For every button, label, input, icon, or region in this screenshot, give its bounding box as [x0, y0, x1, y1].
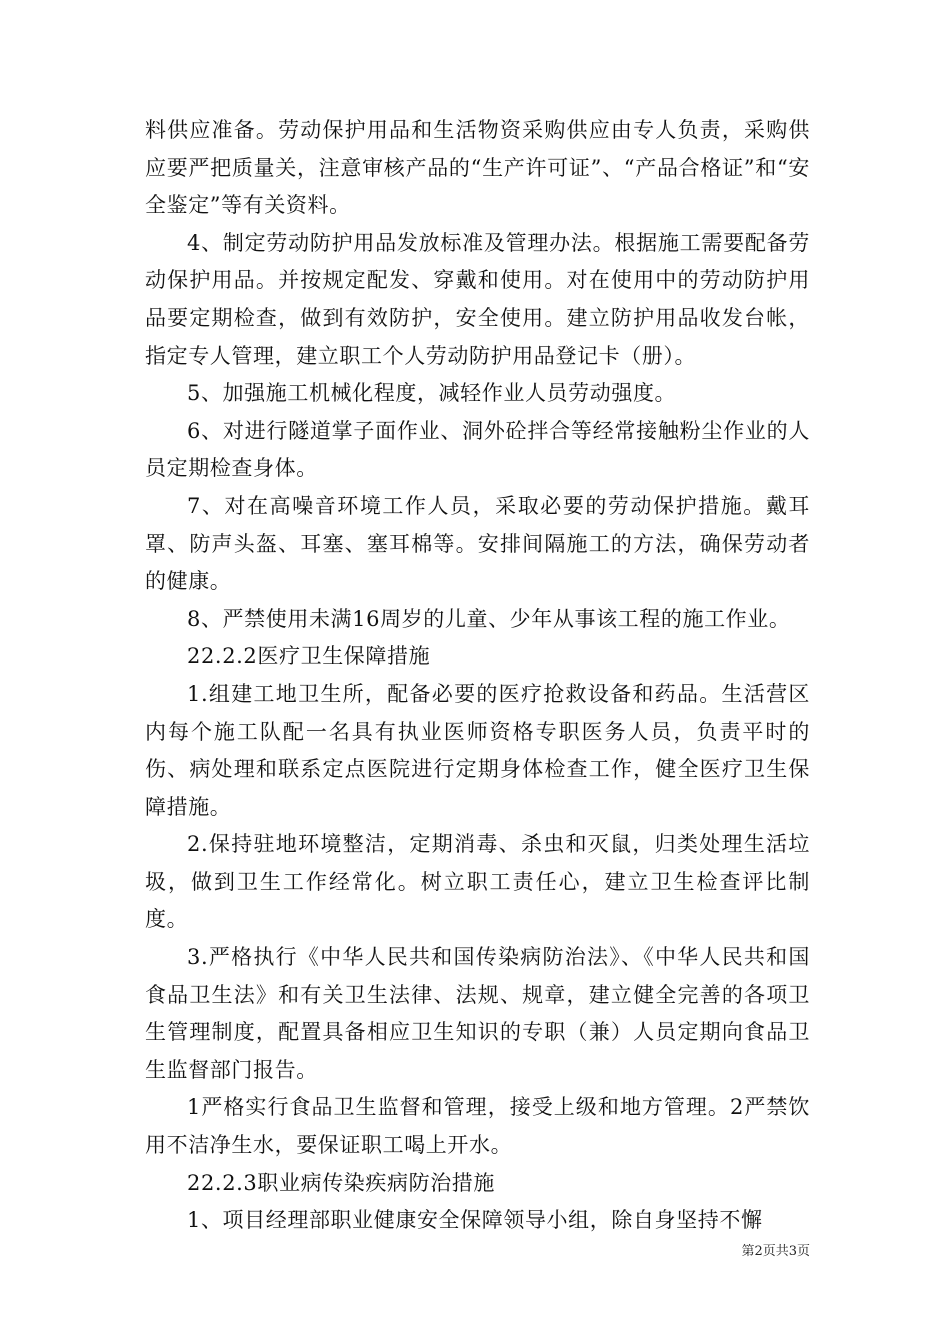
paragraph-13: 1、项目经理部职业健康安全保障领导小组，除自身坚持不懈 [187, 1208, 763, 1233]
document-body [145, 112, 810, 1240]
paragraph-10: 3.严格执行《中华人民共和国传染病防治法》、《中华人民共和国食品卫生法》和有关卫生法律、法规、规章，建立健全完善的各项卫生管理制度，配置具备相应卫生知识的专职（兼）人员定期向食品卫生监督部门报告。 [145, 945, 810, 1082]
page-number-footer: 第2页共3页 [741, 1244, 810, 1259]
section-heading-22-2-2: 22.2.2医疗卫生保障措施 [187, 644, 431, 669]
paragraph-4: 6、对进行隧道掌子面作业、洞外砼拌合等经常接触粉尘作业的人员定期检查身体。 [145, 418, 810, 481]
paragraph-9: 2.保持驻地环境整洁，定期消毒、杀虫和灭鼠，归类处理生活垃圾，做到卫生工作经常化。树立职工责任心，建立卫生检查评比制度。 [145, 832, 810, 932]
paragraph-6: 8、严禁使用未满16周岁的儿童、少年从事该工程的施工作业。 [187, 606, 791, 631]
section-heading-22-2-3: 22.2.3职业病传染疾病防治措施 [187, 1170, 495, 1195]
paragraph-8: 1.组建工地卫生所，配备必要的医疗抢救设备和药品。生活营区内每个施工队配一名具有执业医师资格专职医务人员，负责平时的伤、病处理和联系定点医院进行定期身体检查工作，健全医疗卫生保障措施。 [145, 681, 810, 819]
paragraph-11: 1严格实行食品卫生监督和管理，接受上级和地方管理。2严禁饮用不洁净生水，要保证职工喝上开水。 [145, 1095, 810, 1158]
paragraph-2: 4、制定劳动防护用品发放标准及管理办法。根据施工需要配备劳动保护用品。并按规定配发、穿戴和使用。对在使用中的劳动防护用品要定期检查，做到有效防护，安全使用。建立防护用品收发台帐，指定专人管理，建立职工个人劳动防护用品登记卡（册）。 [145, 230, 810, 368]
paragraph-1: 料供应准备。劳动保护用品和生活物资采购供应由专人负责，采购供应要严把质量关，注意审核产品的“生产许可证”、“产品合格证”和“安全鉴定”等有关资料。 [145, 118, 810, 218]
paragraph-3: 5、加强施工机械化程度，减轻作业人员劳动强度。 [187, 381, 677, 406]
paragraph-5: 7、对在高噪音环境工作人员，采取必要的劳动保护措施。戴耳罩、防声头盔、耳塞、塞耳棉等。安排间隔施工的方法，确保劳动者的健康。 [145, 493, 810, 594]
